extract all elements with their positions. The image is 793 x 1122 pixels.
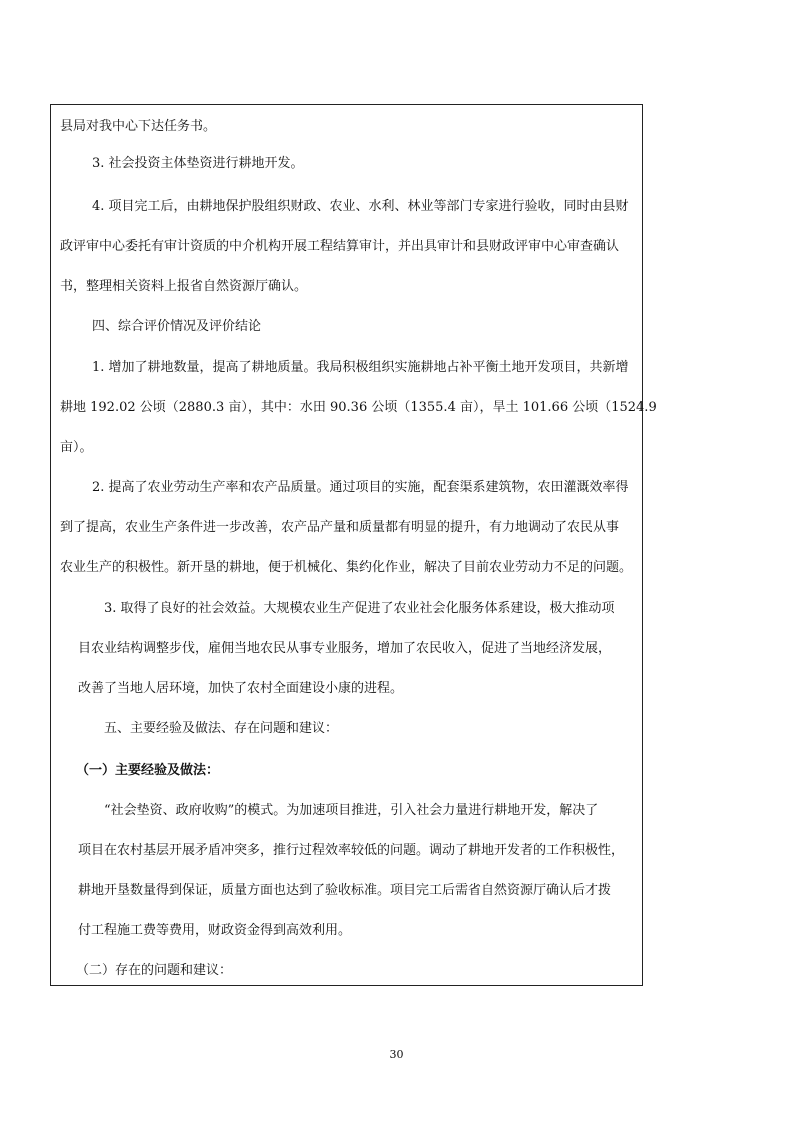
text-line-4: 政评审中心委托有审计资质的中介机构开展工程结算审计，并出具审计和县财政评审中心审查确认: [60, 239, 620, 254]
subsection-heading-2: （二）存在的问题和建议：: [76, 963, 233, 978]
text-line-13: 3. 取得了良好的社会效益。大规模农业生产促进了农业社会化服务体系建设，极大推动项: [104, 601, 615, 616]
text-line-9: 亩）。: [60, 440, 93, 455]
text-line-12: 农业生产的积极性。新开垦的耕地，便于机械化、集约化作业，解决了目前农业劳动力不足的问题。: [60, 560, 633, 575]
section-heading-4: 四、综合评价情况及评价结论: [92, 319, 262, 334]
page-number: 30: [389, 1048, 404, 1061]
text-line-1: 县局对我中心下达任务书。: [60, 119, 217, 134]
text-line-20: 耕地开垦数量得到保证，质量方面也达到了验收标准。项目完工后需省自然资源厅确认后才拨: [78, 883, 612, 898]
text-line-5: 书，整理相关资料上报省自然资源厅确认。: [60, 279, 308, 294]
subsection-heading-1: （一）主要经验及做法：: [76, 763, 220, 778]
text-line-19: 项目在农村基层开展矛盾冲突多，推行过程效率较低的问题。调动了耕地开发者的工作积极性，: [78, 843, 625, 858]
text-line-18: “社会垫资、政府收购”的模式。为加速项目推进，引入社会力量进行耕地开发，解决了: [104, 803, 599, 818]
section-heading-5: 五、主要经验及做法、存在问题和建议：: [104, 721, 339, 736]
text-line-8: 耕地 192.02 公顷（2880.3 亩），其中：水田 90.36 公顷（1355.4 亩），旱土 101.66 公顷（1524.9: [60, 400, 657, 415]
text-line-14: 目农业结构调整步伐，雇佣当地农民从事专业服务，增加了农民收入，促进了当地经济发展，: [78, 641, 612, 656]
text-line-2: 3. 社会投资主体垫资进行耕地开发。: [92, 156, 304, 171]
text-line-15: 改善了当地人居环境，加快了农村全面建设小康的进程。: [78, 681, 404, 696]
text-line-7: 1. 增加了耕地数量，提高了耕地质量。我局积极组织实施耕地占补平衡土地开发项目，共新增: [92, 360, 629, 375]
text-line-10: 2. 提高了农业劳动生产率和农产品质量。通过项目的实施，配套渠系建筑物，农田灌溉效率得: [92, 480, 629, 495]
text-line-3: 4. 项目完工后，由耕地保护股组织财政、农业、水利、林业等部门专家进行验收，同时由县财: [92, 199, 629, 214]
text-line-11: 到了提高，农业生产条件进一步改善，农产品产量和质量都有明显的提升，有力地调动了农民从事: [60, 520, 620, 535]
text-line-21: 付工程施工费等费用，财政资金得到高效利用。: [78, 923, 352, 938]
